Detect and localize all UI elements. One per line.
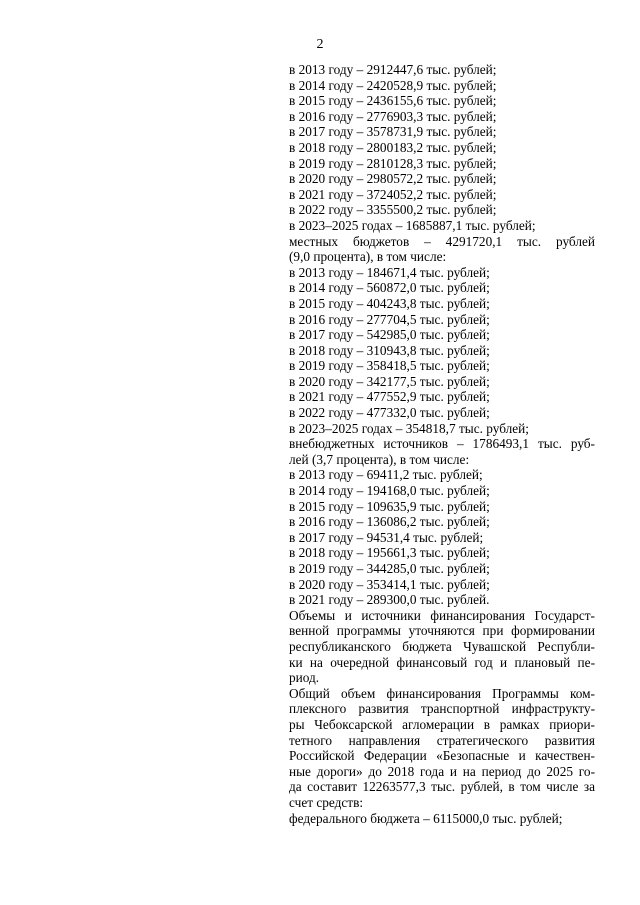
year-line: в 2013 году – 184671,4 тыс. рублей; — [289, 264, 490, 280]
paragraph-line: ные дороги» до 2018 года и на период до 2025 го- — [289, 763, 595, 779]
paragraph-line: Объемы и источники финансирования Государст- — [289, 607, 595, 623]
year-line: в 2015 году – 2436155,6 тыс. рублей; — [289, 93, 497, 109]
federal-budget-line: федерального бюджета – 6115000,0 тыс. рублей; — [289, 810, 563, 826]
extra-budget-header-line: лей (3,7 процента), в том числе: — [289, 451, 470, 467]
year-line: в 2017 году – 94531,4 тыс. рублей; — [289, 529, 484, 545]
year-line: в 2014 году – 194168,0 тыс. рублей; — [289, 483, 490, 499]
year-line: в 2020 году – 353414,1 тыс. рублей; — [289, 576, 490, 592]
paragraph-line: Общий объем финансирования Программы ком- — [289, 685, 595, 701]
paragraph-line: да составит 12263577,3 тыс. рублей, в том числе за — [289, 779, 595, 795]
paragraph-line: плексного развития транспортной инфраструкту- — [289, 701, 595, 717]
paragraph-line: венной программы уточняются при формировании — [289, 623, 595, 639]
page-number: 2 — [316, 37, 324, 52]
year-line: в 2018 году – 2800183,2 тыс. рублей; — [289, 139, 497, 155]
year-line: в 2015 году – 109635,9 тыс. рублей; — [289, 498, 490, 514]
paragraph-line: ры Чебоксарской агломерации в рамках приори- — [289, 716, 595, 732]
paragraph-line: риод. — [289, 670, 320, 686]
year-line: в 2021 году – 3724052,2 тыс. рублей; — [289, 186, 497, 202]
year-line: в 2014 году – 560872,0 тыс. рублей; — [289, 280, 490, 296]
local-budget-header-line: местных бюджетов – 4291720,1 тыс. рублей — [289, 233, 595, 249]
year-line: в 2019 году – 358418,5 тыс. рублей; — [289, 358, 490, 374]
total-financing-paragraph — [289, 686, 595, 811]
year-line: в 2016 году – 277704,5 тыс. рублей; — [289, 311, 490, 327]
year-line: в 2019 году – 344285,0 тыс. рублей; — [289, 561, 490, 576]
republican-budget-years-list — [289, 62, 595, 234]
local-budget-section — [289, 234, 595, 437]
year-line: в 2015 году – 404243,8 тыс. рублей; — [289, 295, 490, 311]
year-line: в 2020 году – 342177,5 тыс. рублей; — [289, 373, 490, 389]
year-line: в 2021 году – 289300,0 тыс. рублей. — [289, 592, 490, 608]
year-line: в 2023–2025 годах – 354818,7 тыс. рублей; — [289, 420, 529, 436]
paragraph-line: ки на очередной финансовый год и плановый пе- — [289, 654, 595, 670]
extra-budget-section — [289, 436, 595, 608]
year-line: в 2016 году – 2776903,3 тыс. рублей; — [289, 108, 497, 124]
paragraph-line: республиканского бюджета Чувашской Республи- — [289, 638, 595, 654]
local-budget-header-line: (9,0 процента), в том числе: — [289, 249, 447, 265]
year-line: в 2013 году – 2912447,6 тыс. рублей; — [289, 62, 497, 77]
year-line: в 2013 году – 69411,2 тыс. рублей; — [289, 467, 483, 483]
year-line: в 2022 году – 477332,0 тыс. рублей; — [289, 405, 490, 421]
year-line: в 2019 году – 2810128,3 тыс. рублей; — [289, 155, 497, 171]
year-line: в 2018 году – 195661,3 тыс. рублей; — [289, 545, 490, 561]
year-line: в 2018 году – 310943,8 тыс. рублей; — [289, 342, 490, 358]
paragraph-line: счет средств: — [289, 794, 364, 810]
year-line: в 2017 году – 3578731,9 тыс. рублей; — [289, 124, 497, 140]
paragraph-line: тетного направления стратегического развития — [289, 732, 595, 748]
year-line: в 2023–2025 годах – 1685887,1 тыс. рублей; — [289, 217, 536, 233]
paragraph-line: Российской Федерации «Безопасные и качествен- — [289, 748, 595, 764]
year-line: в 2017 году – 542985,0 тыс. рублей; — [289, 327, 490, 343]
year-line: в 2022 году – 3355500,2 тыс. рублей; — [289, 202, 497, 218]
year-line: в 2014 году – 2420528,9 тыс. рублей; — [289, 77, 497, 93]
extra-budget-header-line: внебюджетных источников – 1786493,1 тыс. руб- — [289, 436, 595, 452]
year-line: в 2021 году – 477552,9 тыс. рублей; — [289, 389, 490, 405]
financing-text-column — [289, 62, 595, 826]
year-line: в 2020 году – 2980572,2 тыс. рублей; — [289, 171, 497, 187]
year-line: в 2016 году – 136086,2 тыс. рублей; — [289, 514, 490, 530]
volumes-paragraph — [289, 608, 595, 686]
